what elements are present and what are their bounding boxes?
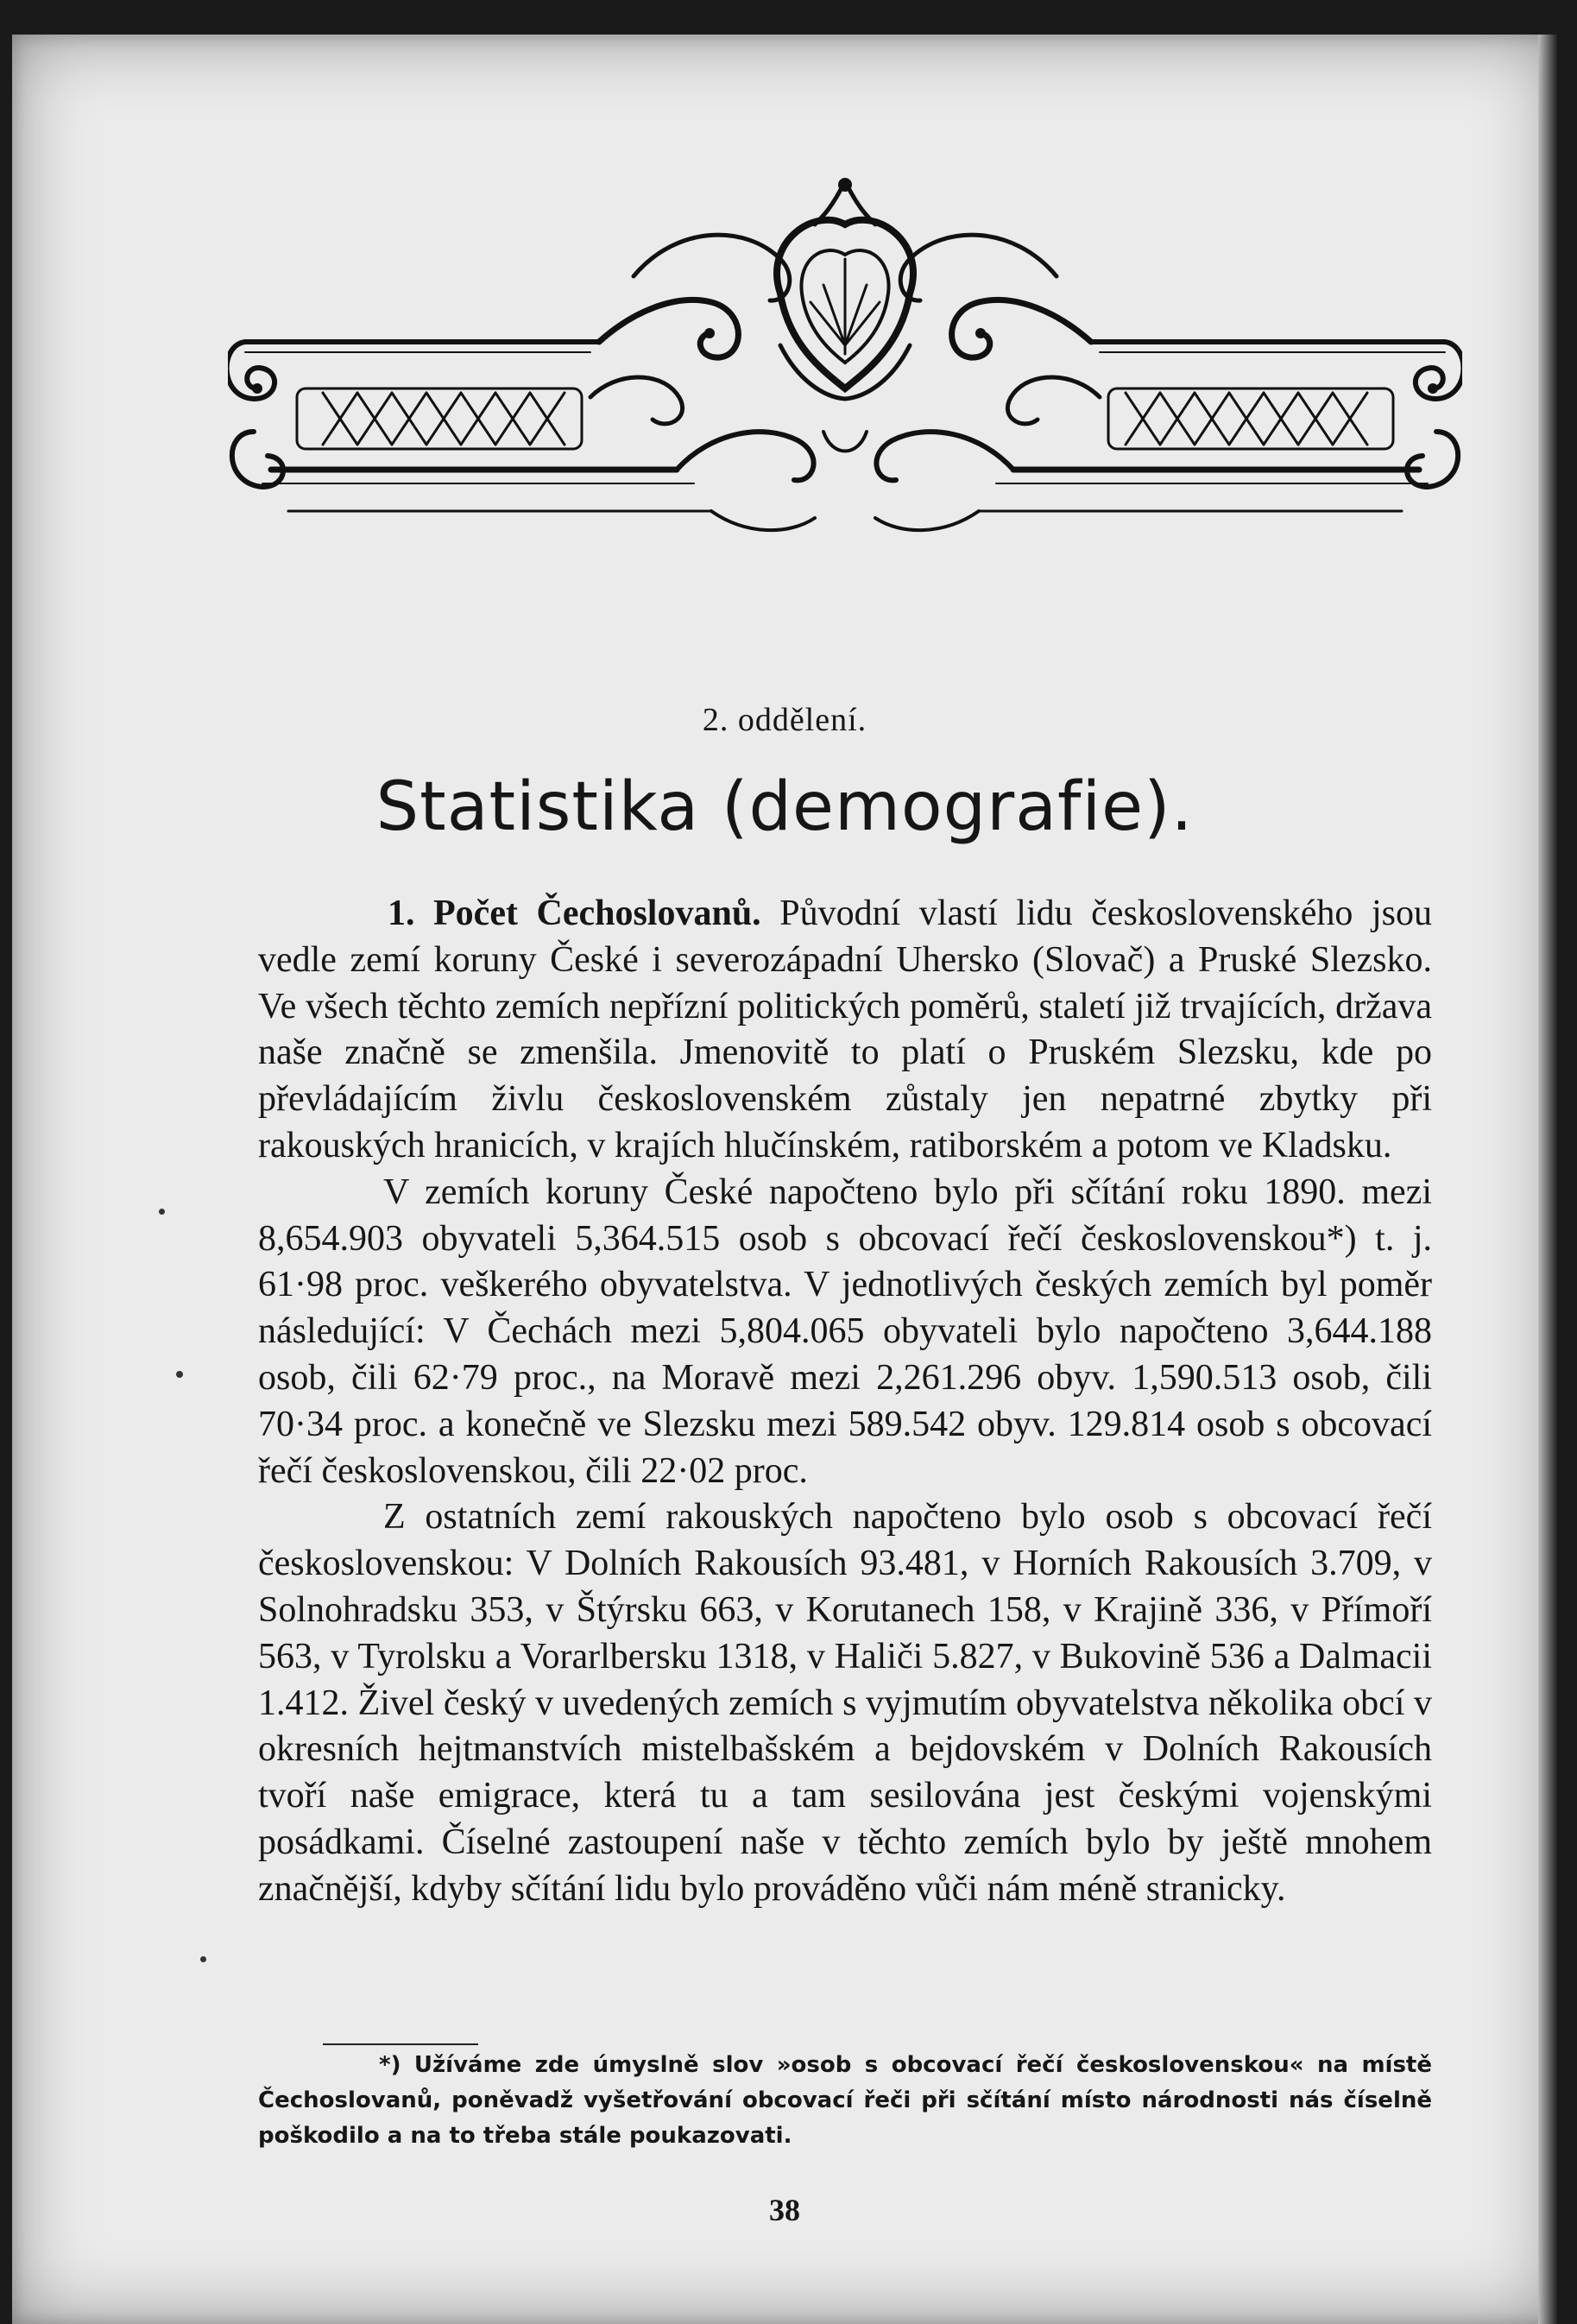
print-speck [159,1209,165,1215]
paragraph: V zemích koruny České napočteno bylo při sčítání roku 1890. mezi 8,654.903 obyvateli 5,364.515 osob s obcovací řečí československou*) t. j. 61·98 proc. veškerého obyvatelstva. V jednotlivých českých zemích byl poměr následující: V Čechách mezi 5,804.065 obyvateli bylo napočteno 3,644.188 osob, čili 62·79 proc., na Moravě mezi 2,261.296 obyv. 1,590.513 osob, čili 70·34 proc. a konečně ve Slezsku mezi 589.542 obyv. 129.814 osob s obcovací řečí československou, čili 22·02 proc. [258,1171,1432,1491]
page-title: Statistika (demografie). [375,768,1194,846]
page-number: 38 [769,2193,800,2227]
footnote: *) Užíváme zde úmyslně slov »osob s obcovací řečí československou« na místě Čechoslovanů, poněvadž vyšetřování obcovací řeči při sčítání místo národnosti nás číselně poškodilo a na to třeba stále poukazovati. [258,2052,1432,2149]
print-speck [176,1371,183,1378]
paragraph-lead: 1. Počet Čechoslovanů. [388,894,761,933]
decorative-header-ornament [228,173,1462,570]
paragraph [258,891,1432,1170]
body-text [258,891,1432,1913]
book-page [12,35,1557,2324]
footnote-rule [323,2043,478,2045]
print-speck [200,1956,206,1962]
section-label: 2. oddělení. [702,702,867,738]
page-edge [1538,35,1557,2324]
paragraph: Z ostatních zemí rakouských napočteno bylo osob s obcovací řečí československou: V Dolních Rakousích 93.481, v Horních Rakousích 3.709, v Solnohradsku 353, v Štýrsku 663, v Korutanech 158, v Krajině 336, v Přímoří 563, v Tyrolsku a Vorarlbersku 1318, v Haliči 5.827, v Bukovině 536 a Dalmacii 1.412. Živel český v uvedených zemích s vyjmutím obyvatelstva několika obcí v okresních hejtmanstvích mistelbašském a bejdovském v Dolních Rakousích tvoří naše emigrace, která tu a tam sesilována jest českými vojenskými posádkami. Číselné zastoupení naše v těchto zemích bylo by ještě mnohem značnější, kdyby sčítání lidu bylo prováděno vůči nám méně stranicky. [258,1497,1432,1909]
paragraph-text: Původní vlastí lidu československého jsou vedle zemí koruny České i severozápadní Uhersko (Slovač) a Pruské Slezsko. Ve všech těchto zemích nepřízní politických poměrů, staletí již trvajících, država naše značně se zmenšila. Jmenovitě to platí o Pruském Slezsku, kde po převládajícím živlu československém zůstaly jen nepatrné zbytky při rakouských hranicích, v krajích hlučínském, ratiborském a potom ve Kladsku. [258,894,1432,1165]
